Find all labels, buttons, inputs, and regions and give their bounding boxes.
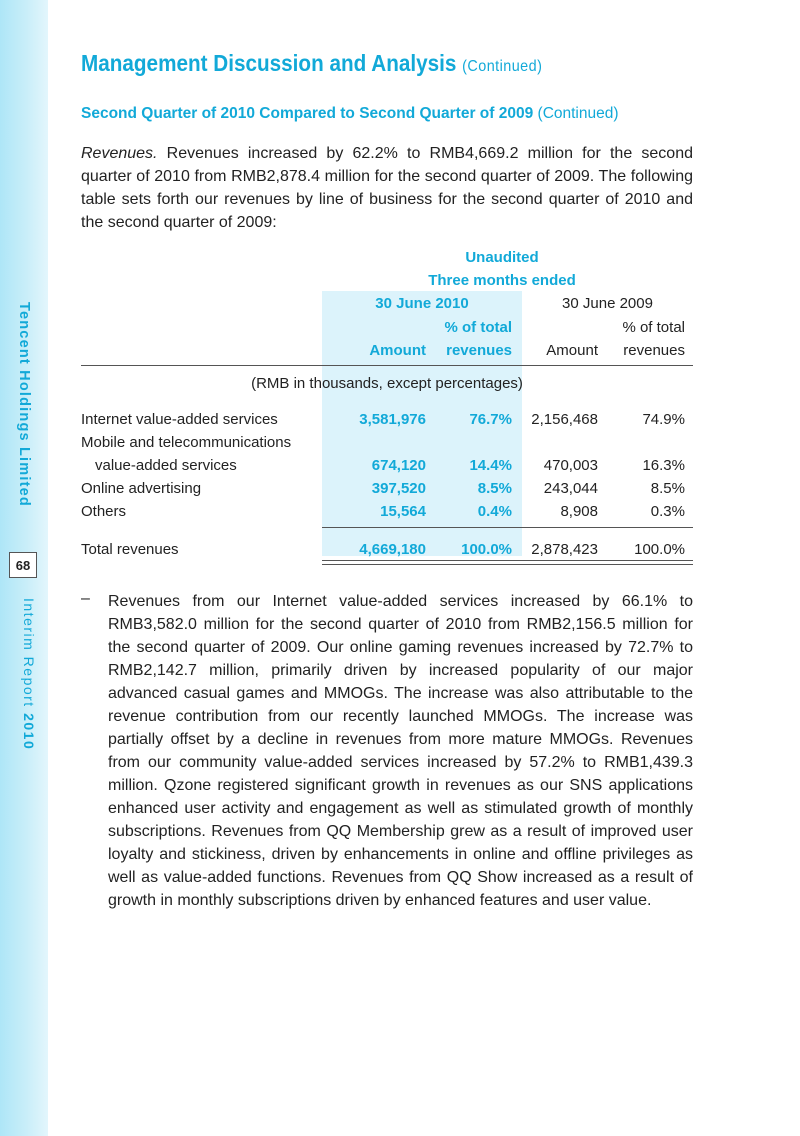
row-pct-2010: 14.4% xyxy=(469,457,512,474)
total-amount-2010: 4,669,180 xyxy=(359,541,426,558)
row-amount-2009: 243,044 xyxy=(543,480,598,497)
total-pct-2010: 100.0% xyxy=(461,541,512,558)
subtitle-text: Second Quarter of 2010 Compared to Second Quarter of 2009 xyxy=(81,105,534,122)
header-pct-2009: % of total xyxy=(622,319,685,336)
row-label-continued: value-added services xyxy=(95,457,237,474)
total-pct-2009: 100.0% xyxy=(634,541,685,558)
intro-lead: Revenues. xyxy=(81,145,158,162)
bullet-dash: – xyxy=(81,590,90,607)
page-title xyxy=(81,50,542,77)
row-label: Online advertising xyxy=(81,480,202,497)
total-label: Total revenues xyxy=(81,541,179,558)
subtotal-rule xyxy=(322,527,693,528)
row-amount-2009: 2,156,468 xyxy=(531,411,598,428)
page-number: 68 xyxy=(9,552,37,578)
report-prefix: Interim Report xyxy=(21,598,37,714)
header-revenues-2010: revenues xyxy=(446,342,512,359)
total-amount-2009: 2,878,423 xyxy=(531,541,598,558)
header-col-2010: 30 June 2010 xyxy=(375,295,469,312)
row-amount-2009: 470,003 xyxy=(543,457,598,474)
header-revenues-2009: revenues xyxy=(623,342,685,359)
row-amount-2010: 674,120 xyxy=(371,457,426,474)
total-double-rule xyxy=(322,560,693,565)
subtitle-suffix: (Continued) xyxy=(537,105,619,122)
report-name xyxy=(11,598,37,758)
row-pct-2009: 0.3% xyxy=(650,503,685,520)
header-unaudited: Unaudited xyxy=(465,249,539,266)
section-subtitle xyxy=(81,105,619,123)
row-amount-2010: 397,520 xyxy=(371,480,426,497)
row-amount-2009: 8,908 xyxy=(560,503,598,520)
intro-paragraph xyxy=(81,142,693,234)
row-pct-2009: 16.3% xyxy=(642,457,685,474)
header-period: Three months ended xyxy=(428,272,576,289)
header-rule xyxy=(81,365,693,366)
row-label: Internet value-added services xyxy=(81,411,278,428)
units-note: (RMB in thousands, except percentages) xyxy=(251,375,523,392)
title-suffix: (Continued) xyxy=(462,58,543,75)
title-text: Management Discussion and Analysis xyxy=(81,50,457,76)
row-amount-2010: 3,581,976 xyxy=(359,411,426,428)
bullet-paragraph: Revenues from our Internet value-added services increased by 66.1% to RMB3,582.0 million for the second quarter of 2010 from RMB2,156.5 million for the second quarter of 2009. Our online gaming revenues increased by 72.7% to RMB2,142.7 million, primarily driven by increased popularity of our major advanced casual games and MMOGs. The increase was also attributable to the revenue contribution from our recently launched MMOGs. The increase was partially offset by a decline in revenues from more mature MMOGs. Revenues from our community value-added services increased by 57.2% to RMB1,439.3 million. Qzone registered significant growth in revenues as our SNS applications enhanced user activity and engagement as well as stimulated growth of monthly subscriptions. Revenues from QQ Membership grew as a result of improved user loyalty and stickiness, driven by enhancements in online and offline privileges as well as value-added functions. Revenues from QQ Show increased as a result of growth in monthly subscriptions driven by enhanced features and user value. xyxy=(108,593,693,909)
row-pct-2010: 8.5% xyxy=(477,480,512,497)
row-pct-2009: 74.9% xyxy=(642,411,685,428)
revenue-table xyxy=(81,245,693,565)
report-year: 2010 xyxy=(21,713,37,751)
company-name: Tencent Holdings Limited xyxy=(16,302,32,507)
row-label: Others xyxy=(81,503,127,520)
header-amount-2010: Amount xyxy=(369,342,426,359)
sidebar xyxy=(0,0,48,1136)
intro-text: Revenues increased by 62.2% to RMB4,669.2 million for the second quarter of 2010 from RMB2,878.4 million for the second quarter of 2009. The following table sets forth our revenues by line of business for the second quarter of 2010 and the second quarter of 2009: xyxy=(81,145,693,231)
row-pct-2010: 0.4% xyxy=(477,503,512,520)
row-pct-2009: 8.5% xyxy=(650,480,685,497)
header-amount-2009: Amount xyxy=(546,342,598,359)
row-label: Mobile and telecommunications xyxy=(81,434,292,451)
row-amount-2010: 15,564 xyxy=(380,503,426,520)
header-col-2009: 30 June 2009 xyxy=(562,295,653,312)
header-pct-2010: % of total xyxy=(444,319,512,336)
row-pct-2010: 76.7% xyxy=(469,411,512,428)
